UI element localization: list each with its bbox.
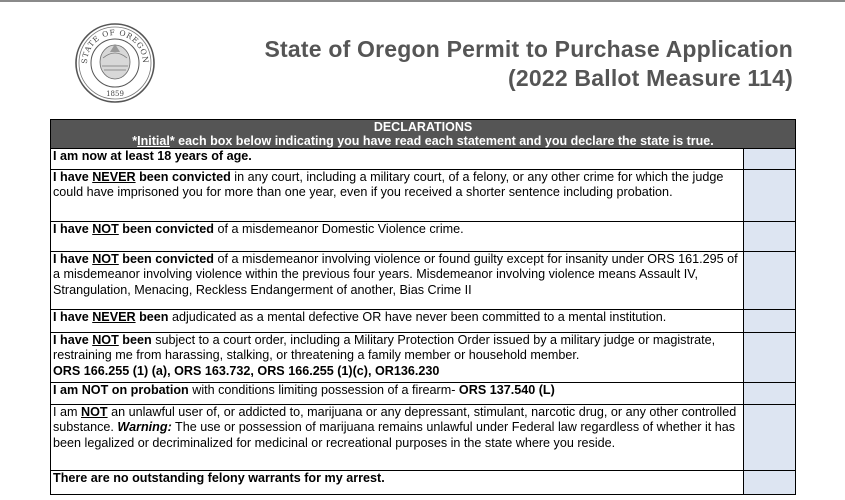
declaration-row [51, 149, 796, 170]
initial-box[interactable] [744, 310, 796, 333]
page-top-border [0, 0, 845, 2]
declarations-table [50, 119, 796, 495]
declaration-row [51, 310, 796, 333]
declaration-row [51, 405, 796, 471]
initial-box[interactable] [744, 405, 796, 471]
initial-box[interactable] [744, 222, 796, 252]
declaration-text: I have NEVER been adjudicated as a mental defective OR have never been committed to a mental institution. [51, 310, 744, 333]
initial-box[interactable] [744, 471, 796, 495]
title-line-1: State of Oregon Permit to Purchase Application [264, 36, 793, 62]
initial-box[interactable] [744, 149, 796, 170]
title-line-2: (2022 Ballot Measure 114) [508, 65, 793, 91]
initial-box[interactable] [744, 333, 796, 383]
oregon-state-seal [74, 22, 156, 104]
initial-box[interactable] [744, 170, 796, 222]
declaration-row [51, 471, 796, 495]
seal-year: 1859 [106, 90, 124, 98]
declaration-text: I have NOT been subject to a court order, including a Military Protection Order issued by a military judge or magistrate, restraining me from harassing, stalking, or threatening a family member or household member. ORS 166.255 (1) (a), ORS 163.732, ORS 166.255 (1)(c), OR136.230 [51, 333, 744, 383]
declarations-header [51, 120, 796, 149]
declaration-row [51, 333, 796, 383]
declarations-title: DECLARATIONS [373, 120, 473, 134]
declaration-row [51, 222, 796, 252]
seal-text: STATE OF OREGON [79, 27, 151, 65]
declaration-text: There are no outstanding felony warrants for my arrest. [51, 471, 744, 495]
declarations-instruction: *Initial* each box below indicating you have read each statement and you declare the state is true. [132, 134, 714, 148]
declaration-text: I am NOT an unlawful user of, or addicted to, marijuana or any depressant, stimulant, narcotic drug, or any other controlled substance. Warning: The use or possession of marijuana remains unlawful under Federal law regardless of whether it has been legalized or decriminalized for medicinal or recreational purposes in the state where you reside. [51, 405, 744, 471]
declaration-text: I am NOT on probation with conditions limiting possession of a firearm- ORS 137.540 (L) [51, 383, 744, 405]
initial-box[interactable] [744, 252, 796, 310]
declaration-row [51, 170, 796, 222]
document-title [265, 35, 794, 93]
declaration-row [51, 252, 796, 310]
initial-box[interactable] [744, 383, 796, 405]
declaration-text: I have NEVER been convicted in any court, including a military court, of a felony, or any other crime for which the judge could have imprisoned you for more than one year, even if you received a shorter sentence including probation. [51, 170, 744, 222]
declaration-text: I have NOT been convicted of a misdemeanor involving violence or found guilty except for insanity under ORS 161.295 of a misdemeanor involving violence within the previous four years. Misdemeanor involving violence means Assault IV, Strangulation, Menacing, Reckless Endangerment of another, Bias Crime II [51, 252, 744, 310]
declaration-text: I have NOT been convicted of a misdemeanor Domestic Violence crime. [51, 222, 744, 252]
declaration-text: I am now at least 18 years of age. [51, 149, 744, 170]
declaration-row [51, 383, 796, 405]
